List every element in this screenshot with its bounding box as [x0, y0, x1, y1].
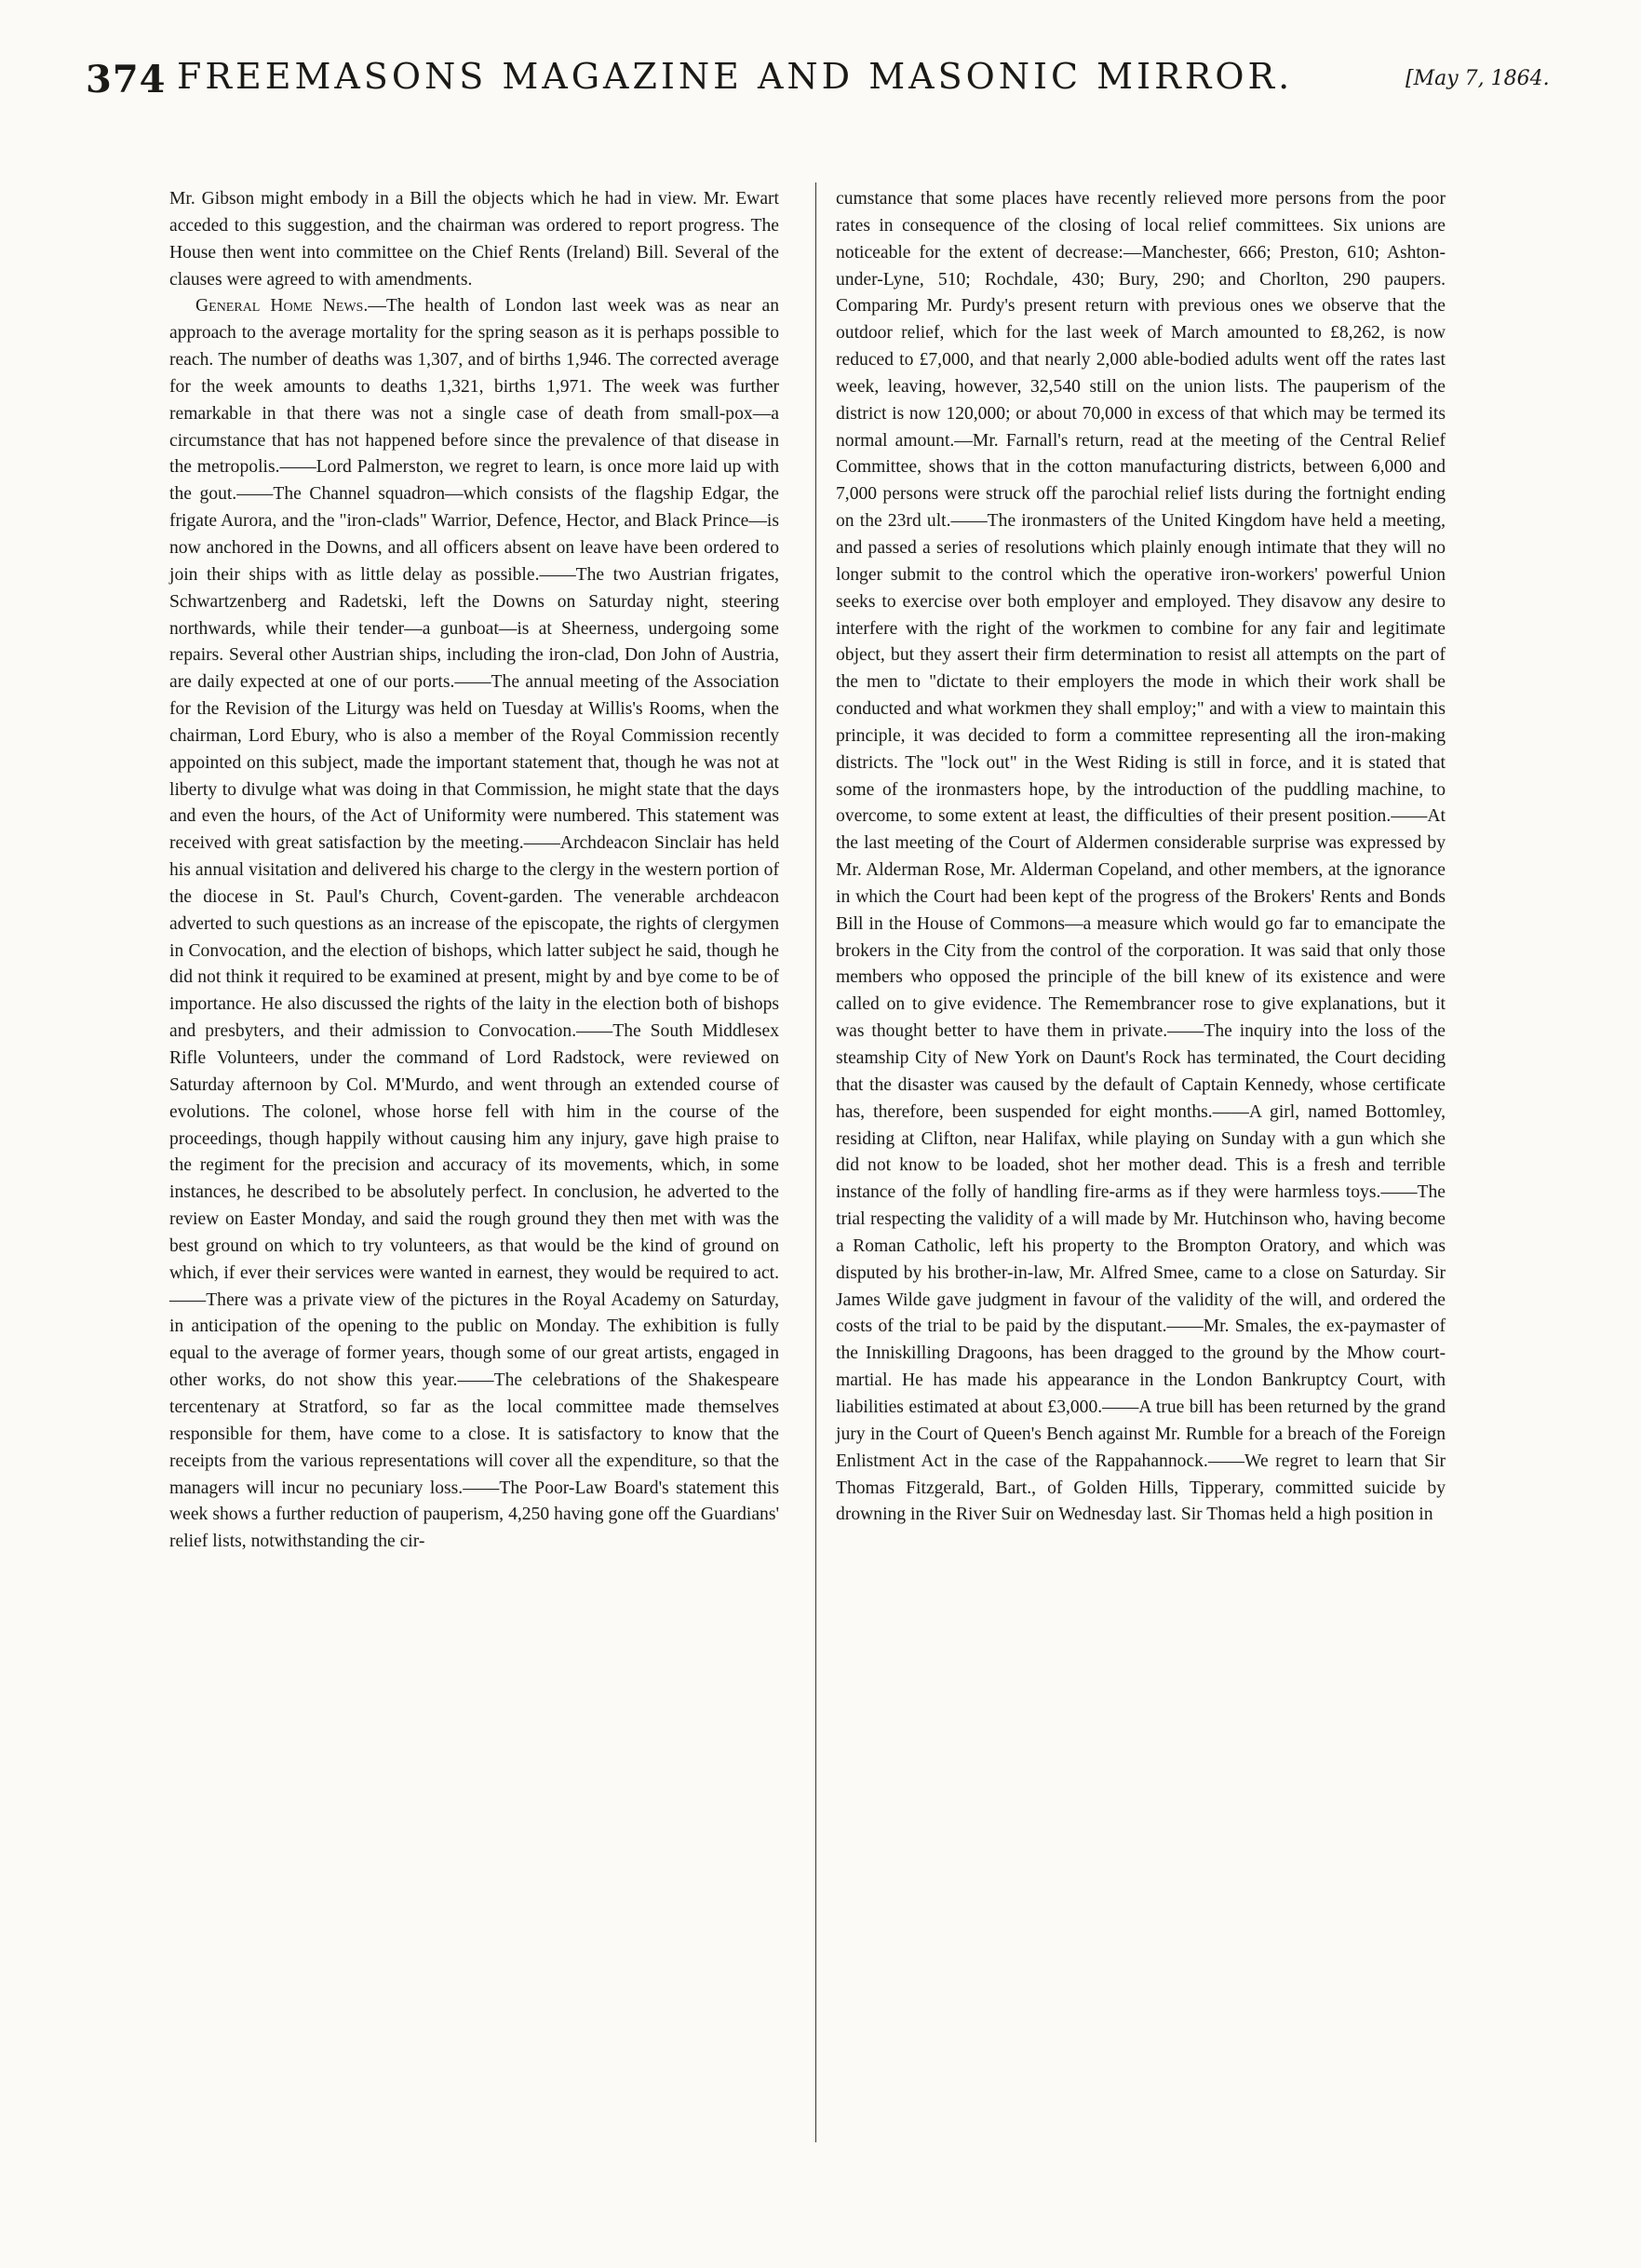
left-paragraph-2-body: —The health of London last week was as near an approach to the average mortality for the spring season as it is perhaps possible to reach. The number of deaths was 1,307, and of births 1,946. The corrected average for the week amounts to deaths 1,321, births 1,971. The week was further remarkable in that there was not a single case of death from small-pox—a circumstance that has not happened before since the prevalence of that disease in the metropolis.——Lord Palmerston, we regret to learn, is once more laid up with the gout.——The Channel squadron—which consists of the flagship Edgar, the frigate Aurora, and the "iron-clads" Warrior, Defence, Hector, and Black Prince—is now anchored in the Downs, and all officers absent on leave have been ordered to join their ships with as little delay as possible.——The two Austrian frigates, Schwartzenberg and Radetski, left the Downs on Saturday night, steering northwards, while their tender—a gunboat—is at Sheerness, undergoing some repairs. Several other Austrian ships, including the iron-clad, Don John of Austria, are daily expected at one of our ports.——The annual meeting of the Association for the Revision of the Liturgy was held on Tuesday at Willis's Rooms, when the chairman, Lord Ebury, who is also a member of the Royal Commission recently appointed on this subject, made the important statement that, though he was not at liberty to divulge what was doing in that Commission, he might state that the days and even the hours, of the Act of Uniformity were numbered. This statement was received with great satisfaction by the meeting.——Archdeacon Sinclair has held his annual visitation and delivered his charge to the clergy in the western portion of the diocese in St. Paul's Church, Covent-garden. The venerable archdeacon adverted to such questions as an increase of the episcopate, the rights of clergymen in Convocation, and the election of bishops, which latter subject he said, though he did not think it required to be examined at present, might by and bye come to be of importance. He also discussed the rights of the laity in the election both of bishops and presbyters, and their admission to Convocation.——The South Middlesex Rifle Volunteers, under the command of Lord Radstock, were reviewed on Saturday afternoon by Col. M'Murdo, and went through an extended course of evolutions. The colonel, whose horse fell with him in the course of the proceedings, though happily without causing him any injury, gave high praise to the regiment for the precision and accuracy of its movements, which, in some instances, he described to be absolutely perfect. In conclusion, he adverted to the review on Easter Monday, and said the rough ground they then met with was the best ground on which to try volunteers, as that would be the kind of ground on which, if ever their services were wanted in earnest, they would be required to act.——There was a private view of the pictures in the Royal Academy on Saturday, in anticipation of the opening to the public on Monday. The exhibition is fully equal to the average of former years, though some of our great artists, engaged in other works, do not show this year.——The celebrations of the Shakespeare tercentenary at Stratford, so far as the local committee made themselves responsible for them, have come to a close. It is satisfactory to know that the receipts from the various representations will cover all the expenditure, so that the managers will incur no pecuniary loss.——The Poor-Law Board's statement this week shows a further reduction of pauperism, 4,250 having gone off the Guardians' relief lists, notwithstanding the cir- — [169, 296, 779, 1552]
section-heading-general-home-news: General Home News. — [195, 296, 369, 317]
right-column — [836, 186, 1446, 1529]
right-paragraph-1: cumstance that some places have recently relieved more persons from the poor rates in consequence of the closing of local relief committees. Six unions are noticeable for the extent of decrease:—Manchester, 666; Preston, 610; Ashton-under-Lyne, 510; Rochdale, 430; Bury, 290; and Chorlton, 290 paupers. Comparing Mr. Purdy's present return with previous ones we observe that the outdoor relief, which for the last week of March amounted to £8,262, is now reduced to £7,000, and that nearly 2,000 able-bodied adults went off the rates last week, leaving, however, 32,540 still on the union lists. The pauperism of the district is now 120,000; or about 70,000 in excess of that which may be termed its normal amount.—Mr. Farnall's return, read at the meeting of the Central Relief Committee, shows that in the cotton manufacturing districts, between 6,000 and 7,000 persons were struck off the parochial relief lists during the fortnight ending on the 23rd ult.——The ironmasters of the United Kingdom have held a meeting, and passed a series of resolutions which plainly enough intimate that they will no longer submit to the control which the operative iron-workers' powerful Union seeks to exercise over both employer and employed. They disavow any desire to interfere with the right of the workmen to combine for any fair and legitimate object, but they assert their firm determination to resist all attempts on the part of the men to "dictate to their employers the mode in which their work shall be conducted and what workmen they shall employ;" and with a view to maintain this principle, it was decided to form a committee representing all the iron-making districts. The "lock out" in the West Riding is still in force, and it is stated that some of the ironmasters hope, by the introduction of the puddling machine, to overcome, to some extent at least, the difficulties of their present position.——At the last meeting of the Court of Aldermen considerable surprise was expressed by Mr. Alderman Rose, Mr. Alderman Copeland, and other members, at the ignorance in which the Court had been kept of the progress of the Brokers' Rents and Bonds Bill in the House of Commons—a measure which would go far to emancipate the brokers in the City from the control of the corporation. It was said that only those members who opposed the principle of the bill knew of its existence and were called on to give evidence. The Remembrancer rose to give explanations, but it was thought better to have them in private.——The inquiry into the loss of the steamship City of New York on Daunt's Rock has terminated, the Court deciding that the disaster was caused by the default of Captain Kennedy, whose certificate has, therefore, been suspended for eight months.——A girl, named Bottomley, residing at Clifton, near Halifax, while playing on Sunday with a gun which she did not know to be loaded, shot her mother dead. This is a fresh and terrible instance of the folly of handling fire-arms as if they were harmless toys.——The trial respecting the validity of a will made by Mr. Hutchinson who, having become a Roman Catholic, left his property to the Brompton Oratory, and which was disputed by his brother-in-law, Mr. Alfred Smee, came to a close on Saturday. Sir James Wilde gave judgment in favour of the validity of the will, and ordered the costs of the trial to be paid by the disputant.——Mr. Smales, the ex-paymaster of the Inniskilling Dragoons, has been dragged to the ground by the Mhow court-martial. He has made his appearance in the London Bankruptcy Court, with liabilities estimated at about £3,000.——A true bill has been returned by the grand jury in the Court of Queen's Bench against Mr. Rumble for a breach of the Foreign Enlistment Act in the case of the Rappahannock.——We regret to learn that Sir Thomas Fitzgerald, Bart., of Golden Hills, Tipperary, committed suicide by drowning in the River Suir on Wednesday last. Sir Thomas held a high position in — [836, 189, 1446, 1525]
left-paragraph-1: Mr. Gibson might embody in a Bill the objects which he had in view. Mr. Ewart acceded to this suggestion, and the chairman was ordered to report progress. The House then went into committee on the Chief Rents (Ireland) Bill. Several of the clauses were agreed to with amendments. — [169, 189, 779, 290]
column-divider — [815, 182, 816, 2142]
left-column — [169, 186, 779, 1556]
issue-date: [May 7, 1864. — [1406, 67, 1550, 90]
masthead-title: FREEMASONS MAGAZINE AND MASONIC MIRROR. — [177, 56, 1294, 97]
page-number: 374 — [86, 58, 167, 101]
left-paragraph-2 — [169, 293, 779, 1556]
